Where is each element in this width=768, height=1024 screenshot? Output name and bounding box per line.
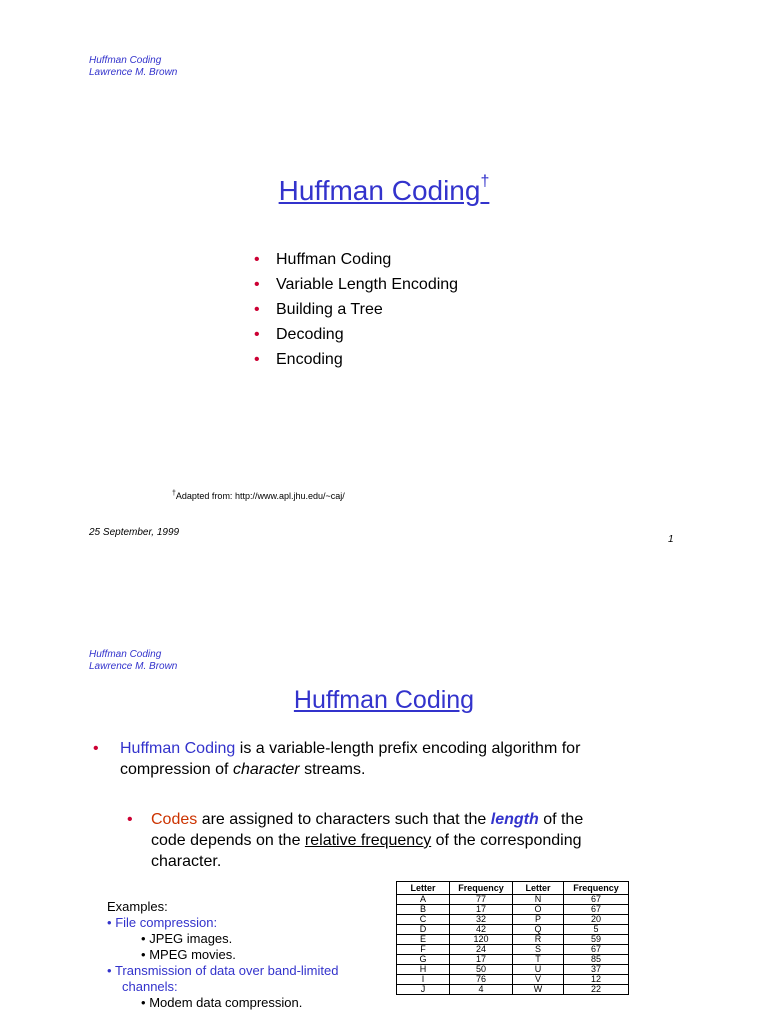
bullet-icon: • bbox=[107, 963, 112, 978]
table-cell: D bbox=[397, 925, 450, 935]
slide-date: 25 September, 1999 bbox=[89, 527, 180, 538]
example-item bbox=[107, 963, 367, 979]
table-cell: W bbox=[513, 985, 564, 995]
column-header: Frequency bbox=[450, 882, 513, 895]
table-cell: 37 bbox=[564, 965, 629, 975]
footnote-dagger: † bbox=[172, 490, 176, 497]
list-item bbox=[254, 275, 458, 300]
table-cell: 5 bbox=[564, 925, 629, 935]
line-text: is a variable-length prefix encoding algorithm for bbox=[235, 740, 581, 757]
table-cell: P bbox=[513, 915, 564, 925]
table-body bbox=[397, 895, 629, 995]
table-header-row bbox=[397, 882, 629, 895]
table-cell: V bbox=[513, 975, 564, 985]
paragraph-line-1 bbox=[151, 809, 727, 830]
bullet-icon: • bbox=[93, 740, 99, 757]
example-subitem bbox=[141, 995, 367, 1011]
table-cell: 85 bbox=[564, 955, 629, 965]
table-cell: 120 bbox=[450, 935, 513, 945]
codes-paragraph bbox=[127, 809, 727, 872]
footnote bbox=[172, 490, 345, 501]
list-item bbox=[254, 325, 458, 350]
table-cell: R bbox=[513, 935, 564, 945]
frequency-table-wrapper bbox=[396, 881, 629, 995]
line-text: of the corresponding bbox=[431, 832, 582, 849]
table-row bbox=[397, 905, 629, 915]
example-item bbox=[107, 915, 367, 931]
table-cell: 24 bbox=[450, 945, 513, 955]
table-cell: A bbox=[397, 895, 450, 905]
line-text: of the bbox=[538, 811, 584, 828]
table-row bbox=[397, 955, 629, 965]
example-text: JPEG images. bbox=[149, 931, 233, 946]
table-row bbox=[397, 945, 629, 955]
table-cell: 67 bbox=[564, 945, 629, 955]
table-cell: 17 bbox=[450, 905, 513, 915]
column-header: Letter bbox=[513, 882, 564, 895]
table-cell: 22 bbox=[564, 985, 629, 995]
bullet-icon: • bbox=[141, 995, 146, 1010]
bullet-icon: • bbox=[254, 351, 260, 368]
example-item-continuation: channels: bbox=[122, 979, 178, 994]
line-text: are assigned to characters such that the bbox=[197, 811, 491, 828]
column-header: Frequency bbox=[564, 882, 629, 895]
bullet-icon: • bbox=[127, 811, 133, 828]
list-item-label: Decoding bbox=[276, 326, 344, 343]
table-cell: 59 bbox=[564, 935, 629, 945]
slide-title bbox=[0, 173, 768, 207]
table-cell: 17 bbox=[450, 955, 513, 965]
example-text: Modem data compression. bbox=[149, 995, 303, 1010]
header-title: Huffman Coding bbox=[89, 649, 162, 660]
examples-block bbox=[107, 899, 367, 1011]
table-cell: 67 bbox=[564, 895, 629, 905]
table-cell: T bbox=[513, 955, 564, 965]
line-text: compression of bbox=[120, 761, 233, 778]
table-cell: F bbox=[397, 945, 450, 955]
paragraph-line-2 bbox=[120, 759, 713, 780]
table-cell: 4 bbox=[450, 985, 513, 995]
table-cell: H bbox=[397, 965, 450, 975]
example-text: File compression: bbox=[115, 915, 218, 930]
bullet-icon: • bbox=[141, 931, 146, 946]
table-cell: 12 bbox=[564, 975, 629, 985]
table-cell: G bbox=[397, 955, 450, 965]
table-cell: 67 bbox=[564, 905, 629, 915]
paragraph-line-2 bbox=[151, 830, 727, 851]
italic-character: character bbox=[232, 761, 300, 778]
example-subitem bbox=[141, 931, 367, 947]
table-cell: 50 bbox=[450, 965, 513, 975]
list-item-label: Encoding bbox=[276, 351, 343, 368]
bullet-icon: • bbox=[141, 947, 146, 962]
table-cell: Q bbox=[513, 925, 564, 935]
page-number: 1 bbox=[668, 534, 674, 545]
term-huffman-coding: Huffman Coding bbox=[120, 740, 236, 757]
table-cell: I bbox=[397, 975, 450, 985]
table-row bbox=[397, 925, 629, 935]
topic-list bbox=[254, 250, 458, 375]
table-cell: J bbox=[397, 985, 450, 995]
example-text: MPEG movies. bbox=[149, 947, 236, 962]
bullet-icon: • bbox=[254, 301, 260, 318]
examples-label: Examples: bbox=[107, 899, 168, 914]
line-text: streams. bbox=[299, 761, 366, 778]
table-cell: 77 bbox=[450, 895, 513, 905]
table-cell: 20 bbox=[564, 915, 629, 925]
bullet-icon: • bbox=[107, 915, 112, 930]
footnote-text: Adapted from: http://www.apl.jhu.edu/~caj/ bbox=[175, 491, 345, 501]
underlined-relative-frequency: relative frequency bbox=[304, 832, 432, 849]
list-item-label: Variable Length Encoding bbox=[276, 276, 459, 293]
emphasis-length: length bbox=[490, 811, 539, 828]
example-subitem bbox=[141, 947, 367, 963]
table-cell: 32 bbox=[450, 915, 513, 925]
table-cell: 42 bbox=[450, 925, 513, 935]
table-cell: C bbox=[397, 915, 450, 925]
table-cell: 76 bbox=[450, 975, 513, 985]
header-title: Huffman Coding bbox=[89, 55, 162, 66]
list-item bbox=[254, 300, 458, 325]
slide-title: Huffman Coding bbox=[293, 686, 475, 714]
list-item-label: Huffman Coding bbox=[276, 251, 392, 268]
bullet-icon: • bbox=[254, 251, 260, 268]
table-cell: E bbox=[397, 935, 450, 945]
column-header: Letter bbox=[397, 882, 450, 895]
paragraph-line-1 bbox=[120, 738, 713, 759]
table-cell: U bbox=[513, 965, 564, 975]
definition-paragraph bbox=[93, 738, 713, 780]
list-item bbox=[254, 250, 458, 275]
table-row bbox=[397, 895, 629, 905]
title-text: Huffman Coding bbox=[278, 175, 481, 206]
header-author: Lawrence M. Brown bbox=[89, 67, 178, 78]
table-cell: B bbox=[397, 905, 450, 915]
example-text: Transmission of data over band-limited bbox=[114, 963, 339, 978]
table-row bbox=[397, 975, 629, 985]
bullet-icon: • bbox=[254, 276, 260, 293]
bullet-icon: • bbox=[254, 326, 260, 343]
list-item-label: Building a Tree bbox=[276, 301, 383, 318]
table-row bbox=[397, 935, 629, 945]
table-row bbox=[397, 985, 629, 995]
line-text: code depends on the bbox=[151, 832, 305, 849]
header-author: Lawrence M. Brown bbox=[89, 661, 178, 672]
table-row bbox=[397, 965, 629, 975]
title-dagger: † bbox=[480, 173, 490, 190]
table-row bbox=[397, 915, 629, 925]
table-cell: S bbox=[513, 945, 564, 955]
slide-header bbox=[89, 55, 177, 79]
table-cell: N bbox=[513, 895, 564, 905]
paragraph-line-3: character. bbox=[151, 853, 222, 870]
table-cell: O bbox=[513, 905, 564, 915]
list-item bbox=[254, 350, 458, 375]
slide-header bbox=[89, 649, 177, 673]
term-codes: Codes bbox=[151, 811, 198, 828]
frequency-table bbox=[396, 881, 629, 995]
